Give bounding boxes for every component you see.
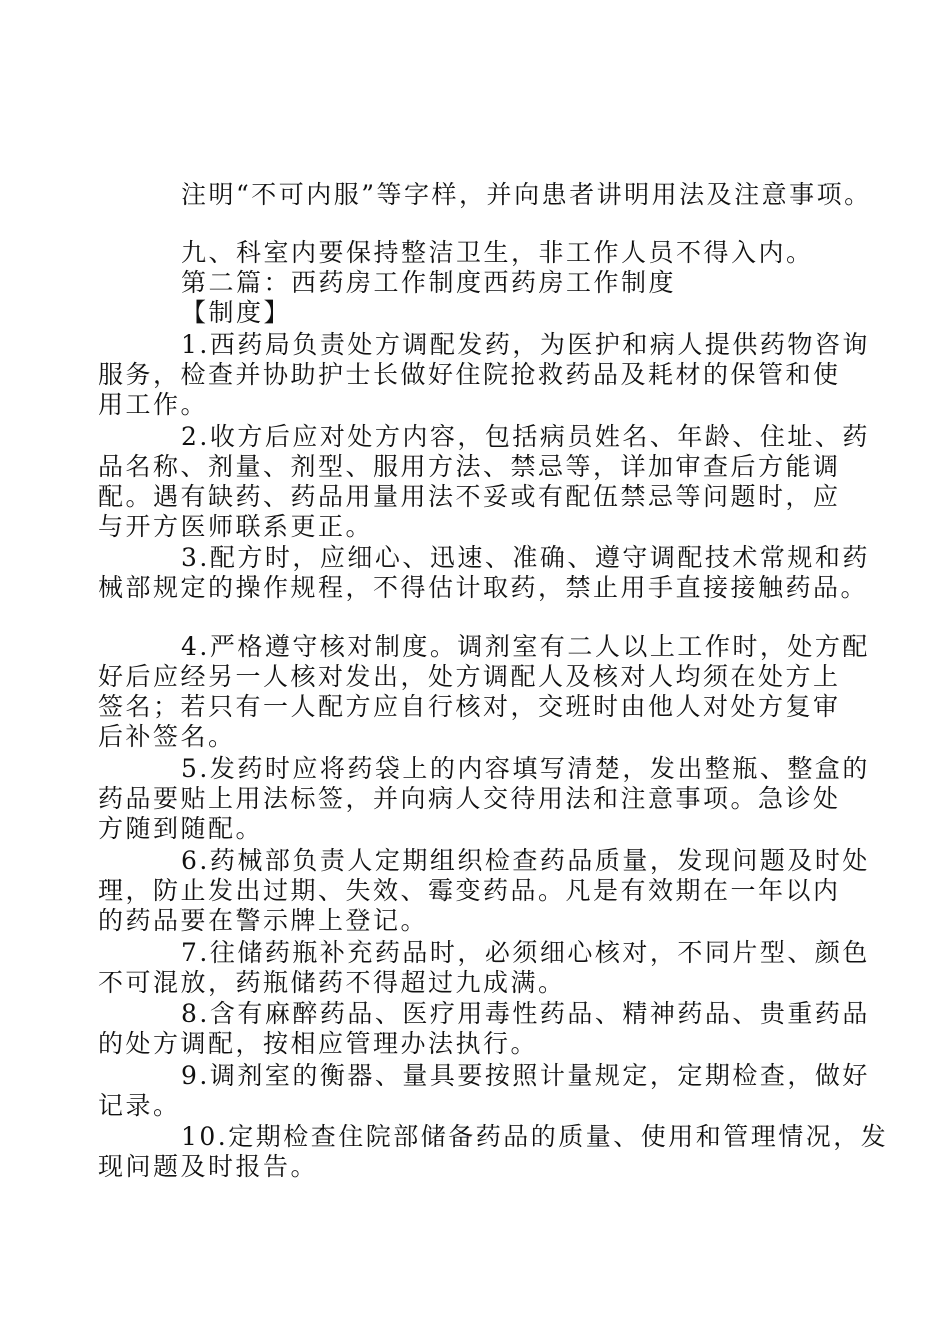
text-line: 5.发药时应将药袋上的内容填写清楚，发出整瓶、整盒的 xyxy=(181,754,870,783)
text-line: 9.调剂室的衡器、量具要按照计量规定，定期检查，做好 xyxy=(181,1061,870,1090)
text-line: 的处方调配，按相应管理办法执行。 xyxy=(98,1029,539,1058)
text-line: 6.药械部负责人定期组织检查药品质量，发现问题及时处 xyxy=(181,846,870,875)
text-line: 药品要贴上用法标签，并向病人交待用法和注意事项。急诊处 xyxy=(98,784,841,813)
text-line: 品名称、剂量、剂型、服用方法、禁忌等，详加审查后方能调 xyxy=(98,452,841,481)
text-line: 械部规定的操作规程，不得估计取药，禁止用手直接接触药品。 xyxy=(98,573,869,602)
text-line: 方随到随配。 xyxy=(98,814,264,843)
text-line: 8.含有麻醉药品、医疗用毒性药品、精神药品、贵重药品 xyxy=(181,999,870,1028)
text-line: 2.收方后应对处方内容，包括病员姓名、年龄、住址、药 xyxy=(181,422,870,451)
text-line: 3.配方时，应细心、迅速、准确、遵守调配技术常规和药 xyxy=(181,543,870,572)
section-heading: 第二篇：西药房工作制度西药房工作制度 xyxy=(181,268,677,297)
text-line: 好后应经另一人核对发出，处方调配人及核对人均须在处方上 xyxy=(98,662,841,691)
text-line: 九、科室内要保持整洁卫生，非工作人员不得入内。 xyxy=(181,238,814,267)
text-line: 与开方医师联系更正。 xyxy=(98,512,374,541)
text-line: 服务，检查并协助护士长做好住院抢救药品及耗材的保管和使 xyxy=(98,360,841,389)
text-line: 用工作。 xyxy=(98,390,209,419)
text-line: 配。遇有缺药、药品用量用法不妥或有配伍禁忌等问题时，应 xyxy=(98,482,841,511)
text-line: 的药品要在警示牌上登记。 xyxy=(98,906,429,935)
text-line: 理，防止发出过期、失效、霉变药品。凡是有效期在一年以内 xyxy=(98,876,841,905)
text-line: 【制度】 xyxy=(181,298,292,327)
text-line: 1.西药局负责处方调配发药，为医护和病人提供药物咨询 xyxy=(181,330,870,359)
text-line: 签名；若只有一人配方应自行核对，交班时由他人对处方复审 xyxy=(98,692,841,721)
text-line: 不可混放，药瓶储药不得超过九成满。 xyxy=(98,968,566,997)
text-line: 现问题及时报告。 xyxy=(98,1152,319,1181)
text-line: 4.严格遵守核对制度。调剂室有二人以上工作时，处方配 xyxy=(181,632,870,661)
text-line: 注明“不可内服”等字样，并向患者讲明用法及注意事项。 xyxy=(181,180,872,209)
text-line: 7.往储药瓶补充药品时，必须细心核对，不同片型、颜色 xyxy=(181,938,870,967)
text-line: 10.定期检查住院部储备药品的质量、使用和管理情况，发 xyxy=(181,1122,889,1151)
text-line: 后补签名。 xyxy=(98,722,236,751)
text-line: 记录。 xyxy=(98,1091,181,1120)
